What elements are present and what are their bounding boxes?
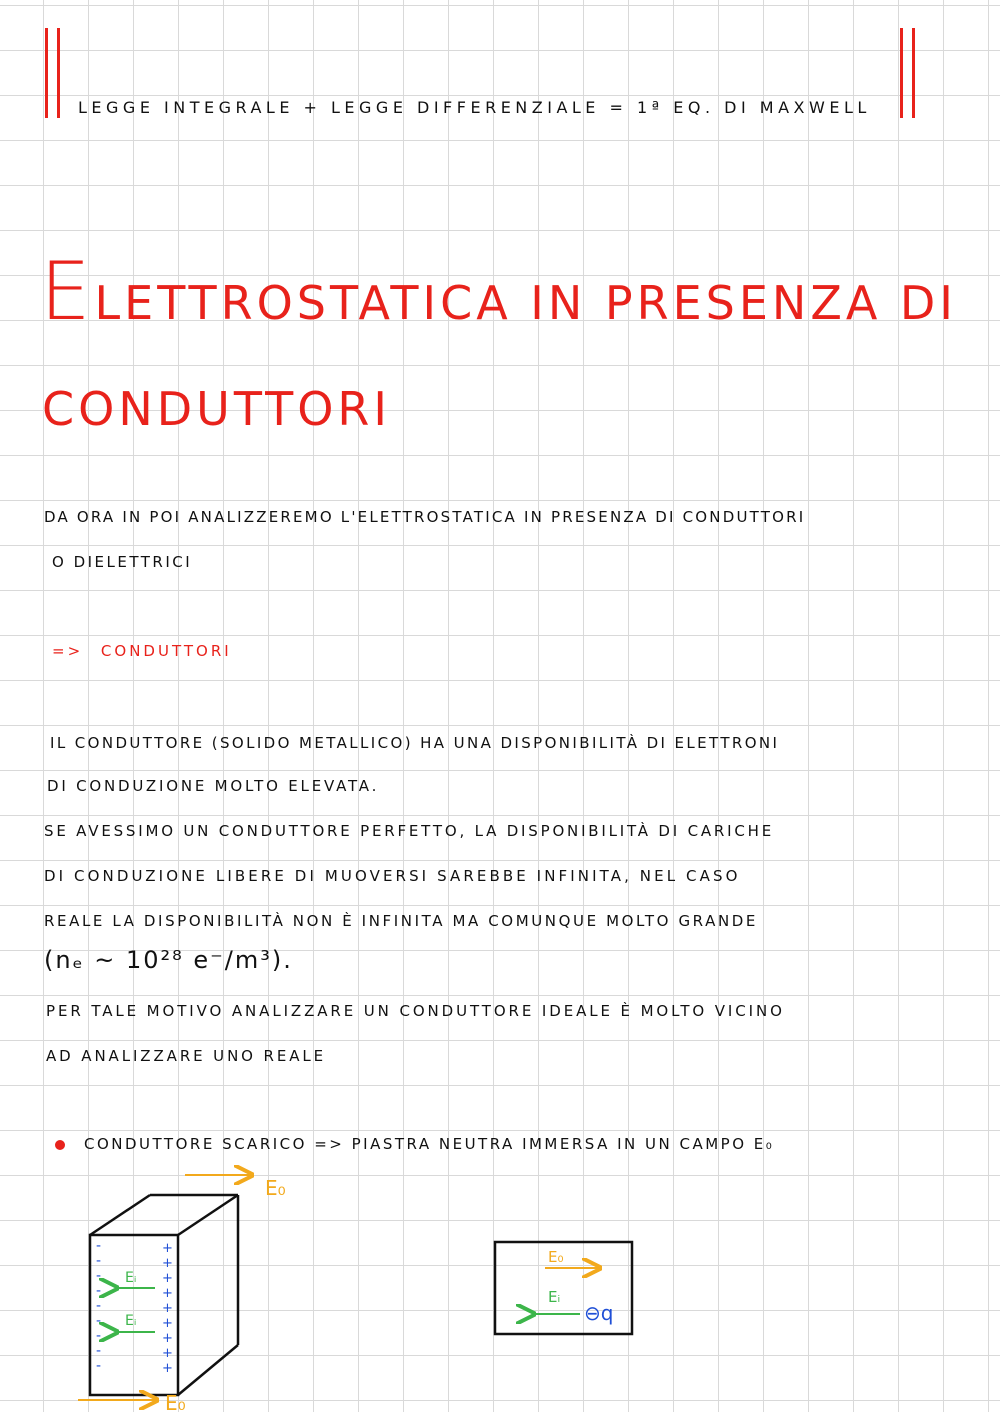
svg-text:-: - <box>96 1268 102 1284</box>
header-bar-right-2 <box>912 28 915 118</box>
section-heading <box>52 642 232 660</box>
svg-text:+: + <box>162 1286 173 1301</box>
page-title-line1 <box>40 245 957 338</box>
svg-text:+: + <box>162 1346 173 1361</box>
svg-text:-: - <box>96 1358 102 1374</box>
detail-e0-label: E₀ <box>548 1248 564 1266</box>
svg-text:-: - <box>96 1238 102 1254</box>
title-initial: E <box>40 245 95 338</box>
svg-text:+: + <box>162 1301 173 1316</box>
body-line3: SE AVESSIMO UN CONDUTTORE PERFETTO, LA DISPONIBILITÀ DI CARICHE <box>44 822 774 840</box>
header-bar-right-1 <box>900 28 903 118</box>
svg-text:-: - <box>96 1298 102 1314</box>
intro-line1: DA ORA IN POI ANALIZZEREMO L'ELETTROSTATICA IN PRESENZA DI CONDUTTORI <box>44 508 806 526</box>
title-line1-rest: LETTROSTATICA IN PRESENZA DI <box>94 276 957 330</box>
section-arrow: => <box>52 642 84 660</box>
svg-text:+: + <box>162 1316 173 1331</box>
svg-text:-: - <box>96 1313 102 1329</box>
bullet-text: CONDUTTORE SCARICO => PIASTRA NEUTRA IMMERSA IN UN CAMPO E₀ <box>84 1135 775 1153</box>
header-bar-left-1 <box>45 28 48 118</box>
detail-ei-label: Eᵢ <box>548 1288 561 1306</box>
svg-text:+: + <box>162 1331 173 1346</box>
svg-text:+: + <box>162 1241 173 1256</box>
intro-line2: O DIELETTRICI <box>52 553 193 571</box>
body-line1: IL CONDUTTORE (SOLIDO METALLICO) HA UNA DISPONIBILITÀ DI ELETTRONI <box>50 734 780 752</box>
detail-charge-label: ⊖q <box>584 1301 614 1325</box>
body-line6: (nₑ ~ 10²⁸ e⁻/m³). <box>44 946 293 974</box>
section-label: CONDUTTORI <box>100 642 232 660</box>
body-line7: PER TALE MOTIVO ANALIZZARE UN CONDUTTORE IDEALE È MOLTO VICINO <box>46 1002 785 1020</box>
body-line4: DI CONDUZIONE LIBERE DI MUOVERSI SAREBBE INFINITA, NEL CASO <box>44 867 741 885</box>
svg-text:+: + <box>162 1361 173 1376</box>
header-text: LEGGE INTEGRALE + LEGGE DIFFERENZIALE = 1ª EQ. DI MAXWELL <box>78 98 871 117</box>
svg-text:-: - <box>96 1283 102 1299</box>
svg-text:-: - <box>96 1343 102 1359</box>
svg-text:-: - <box>96 1328 102 1344</box>
svg-text:+: + <box>162 1256 173 1271</box>
e0-label-top: E₀ <box>265 1176 286 1200</box>
body-line2: DI CONDUZIONE MOLTO ELEVATA. <box>47 777 380 795</box>
charge-detail-diagram <box>490 1238 640 1338</box>
svg-text:+: + <box>162 1271 173 1286</box>
ei-label-2: Eᵢ <box>125 1313 137 1329</box>
bullet-dot <box>55 1140 65 1150</box>
body-line5: REALE LA DISPONIBILITÀ NON È INFINITA MA COMUNQUE MOLTO GRANDE <box>44 912 758 930</box>
body-line8: AD ANALIZZARE UNO REALE <box>46 1047 327 1065</box>
negative-charges <box>96 1238 101 1374</box>
header-bar-left-2 <box>57 28 60 118</box>
conductor-slab-diagram <box>60 1160 286 1412</box>
svg-text:-: - <box>96 1253 102 1269</box>
positive-charges <box>162 1241 173 1376</box>
page-title-line2: CONDUTTORI <box>42 382 391 436</box>
e0-label-bottom: E₀ <box>165 1391 186 1412</box>
ei-label-1: Eᵢ <box>125 1270 137 1286</box>
